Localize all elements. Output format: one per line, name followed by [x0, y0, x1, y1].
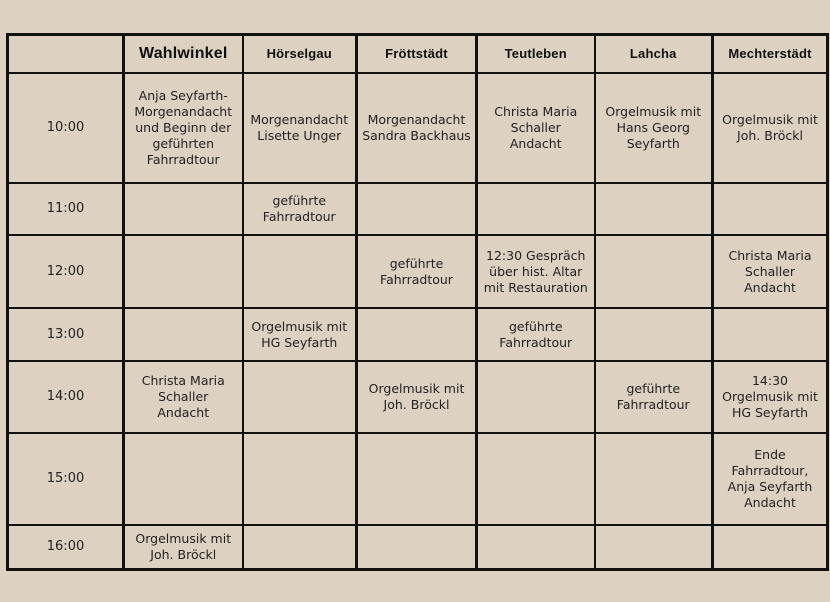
cell-text: Christa Maria Schaller Andacht — [728, 247, 812, 295]
table-cell — [477, 183, 595, 235]
table-cell — [357, 235, 477, 308]
table-cell — [357, 433, 477, 525]
header-cell-mechterstaedt: Mechterstädt — [713, 35, 828, 74]
table-cell — [595, 525, 713, 569]
header-cell-froettstaedt: Fröttstädt — [357, 35, 477, 74]
table-cell — [124, 235, 243, 308]
table-row — [8, 73, 828, 183]
table-cell — [243, 183, 357, 235]
table-cell — [124, 308, 243, 361]
cell-text: 12:30 Gespräch über hist. Altar mit Restauration — [483, 247, 588, 295]
cell-text: Morgenandacht Lisette Unger — [250, 112, 349, 143]
table-cell — [124, 433, 243, 525]
table-cell — [357, 361, 477, 433]
time-cell: 14:00 — [8, 361, 124, 433]
cell-text: 14:30 Orgelmusik mit HG Seyfarth — [722, 373, 818, 420]
cell-text: geführte Fahrradtour — [499, 318, 573, 350]
table-cell — [477, 235, 595, 308]
time-cell: 13:00 — [8, 308, 124, 361]
cell-text: Orgelmusik mit HG Seyfarth — [251, 318, 348, 350]
time-cell: 11:00 — [8, 183, 124, 235]
table-row — [8, 235, 828, 308]
time-cell: 10:00 — [8, 73, 124, 183]
cell-text: Morgenandacht Sandra Backhaus — [362, 112, 471, 143]
table-cell — [357, 525, 477, 569]
table-row — [8, 525, 828, 569]
table-cell — [477, 308, 595, 361]
table-row — [8, 308, 828, 361]
table-cell — [243, 361, 357, 433]
table-cell — [357, 183, 477, 235]
schedule-table — [6, 33, 829, 571]
table-row — [8, 433, 828, 525]
table-cell — [595, 73, 713, 183]
time-cell: 16:00 — [8, 525, 124, 569]
header-cell-hoerselgau: Hörselgau — [243, 35, 357, 74]
cell-text: geführte Fahrradtour — [262, 193, 336, 224]
table-row — [8, 361, 828, 433]
table-cell — [477, 525, 595, 569]
table-cell — [124, 361, 243, 433]
table-cell — [595, 308, 713, 361]
table-cell — [243, 433, 357, 525]
header-row — [8, 35, 828, 74]
table-cell — [595, 183, 713, 235]
table-row — [8, 183, 828, 235]
cell-text: Anja Seyfarth- Morgenandacht und Beginn der geführten Fahrradtour — [134, 88, 233, 167]
cell-text: Orgelmusik mit Joh. Bröckl — [135, 530, 232, 562]
table-cell — [243, 308, 357, 361]
table-cell — [595, 433, 713, 525]
table-cell — [595, 235, 713, 308]
table-cell — [477, 361, 595, 433]
table-cell — [477, 433, 595, 525]
header-cell-empty — [8, 35, 124, 74]
table-cell — [713, 308, 828, 361]
cell-text: Orgelmusik mit Hans Georg Seyfarth — [605, 104, 702, 151]
cell-text: Christa Maria Schaller Andacht — [494, 104, 578, 151]
table-cell — [357, 308, 477, 361]
table-cell — [243, 525, 357, 569]
table-cell — [713, 235, 828, 308]
time-cell: 12:00 — [8, 235, 124, 308]
header-cell-teutleben: Teutleben — [477, 35, 595, 74]
table-cell — [595, 361, 713, 433]
header-cell-lahcha: Lahcha — [595, 35, 713, 74]
table-cell — [713, 361, 828, 433]
time-cell: 15:00 — [8, 433, 124, 525]
cell-text: geführte Fahrradtour — [380, 255, 453, 287]
cell-text: Orgelmusik mit Joh. Bröckl — [368, 381, 465, 412]
table-cell — [357, 73, 477, 183]
cell-text: Ende Fahrradtour, Anja Seyfarth Andacht — [727, 447, 813, 510]
cell-text: Christa Maria Schaller Andacht — [141, 373, 225, 420]
table-cell — [124, 73, 243, 183]
cell-text: Orgelmusik mit Joh. Bröckl — [722, 112, 818, 143]
table-cell — [713, 73, 828, 183]
table-cell — [124, 525, 243, 569]
table-cell — [243, 73, 357, 183]
header-cell-wahlwinkel: Wahlwinkel — [124, 35, 243, 74]
table-cell — [243, 235, 357, 308]
table-cell — [713, 433, 828, 525]
table-cell — [477, 73, 595, 183]
cell-text: geführte Fahrradtour — [616, 381, 690, 412]
table-cell — [713, 183, 828, 235]
table-cell — [713, 525, 828, 569]
table-cell — [124, 183, 243, 235]
